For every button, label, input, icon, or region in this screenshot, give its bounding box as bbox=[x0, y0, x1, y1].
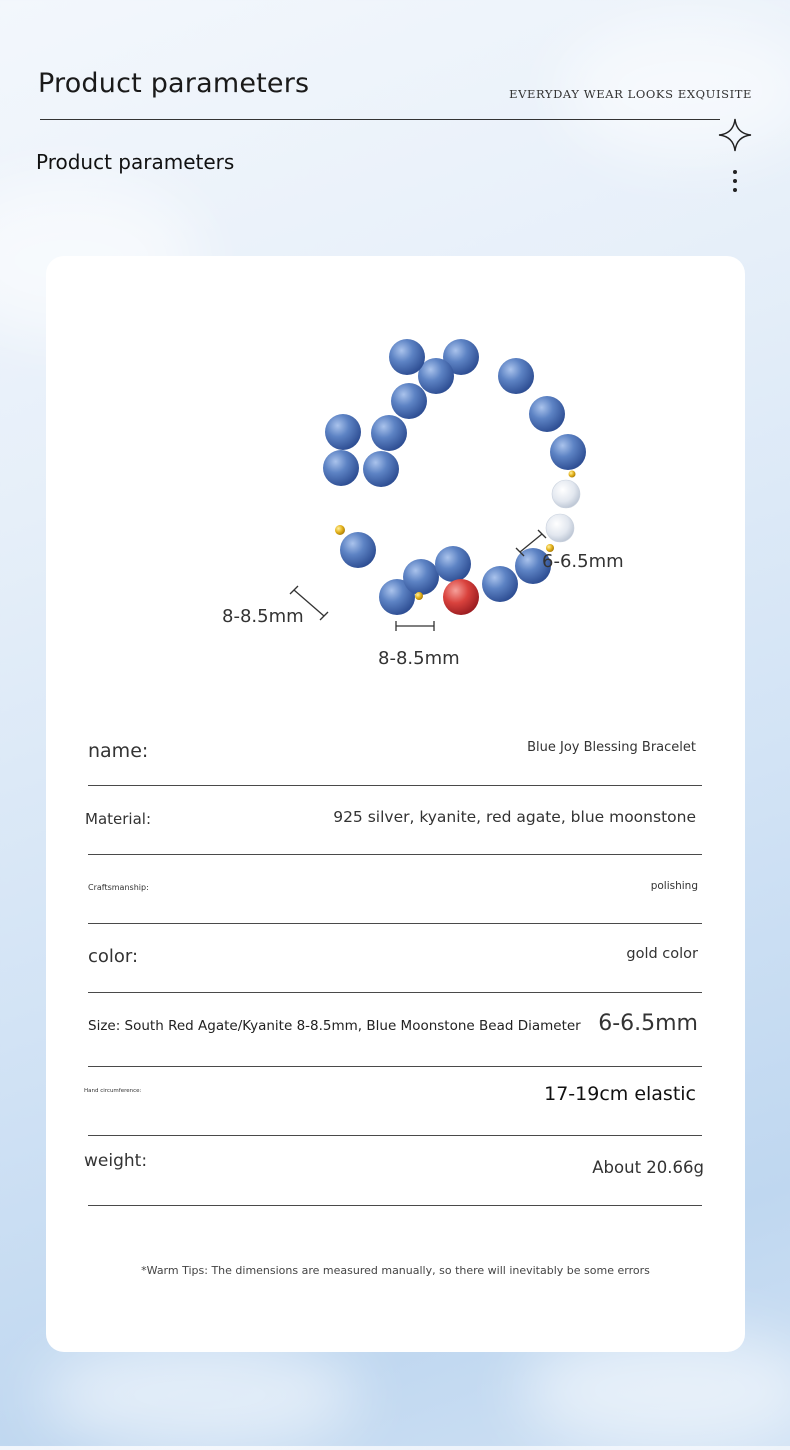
gold-spacer-bead bbox=[335, 525, 345, 535]
param-label: Size: South Red Agate/Kyanite 8-8.5mm, Blue Moonstone Bead Diameter bbox=[88, 1018, 581, 1034]
param-label: Material: bbox=[85, 810, 151, 828]
moonstone-bead bbox=[546, 514, 574, 542]
kyanite-bead bbox=[482, 566, 518, 602]
red-agate-bead bbox=[443, 579, 479, 615]
section-subtitle: Product parameters bbox=[36, 150, 235, 174]
bracelet-illustration bbox=[46, 256, 745, 696]
moonstone-bead-dimension: 6-6.5mm bbox=[542, 551, 624, 572]
kyanite-bead bbox=[550, 434, 586, 470]
param-row-color bbox=[88, 923, 702, 993]
param-label: Hand circumference: bbox=[84, 1088, 142, 1094]
kyanite-bead bbox=[363, 451, 399, 487]
kyanite-bead bbox=[529, 396, 565, 432]
param-value: polishing bbox=[650, 880, 698, 892]
center-bead-dimension: 8-8.5mm bbox=[378, 648, 460, 669]
param-value: gold color bbox=[626, 946, 698, 962]
param-value: 925 silver, kyanite, red agate, blue moonstone bbox=[333, 808, 696, 826]
param-row-size bbox=[88, 992, 702, 1067]
param-value: Blue Joy Blessing Bracelet bbox=[527, 740, 696, 755]
kyanite-bead bbox=[325, 414, 361, 450]
vertical-dots-icon bbox=[733, 170, 739, 197]
kyanite-bead bbox=[371, 415, 407, 451]
kyanite-bead bbox=[498, 358, 534, 394]
moonstone-bead bbox=[552, 480, 580, 508]
kyanite-bead bbox=[389, 339, 425, 375]
param-row-craftsmanship bbox=[88, 854, 702, 924]
param-row-weight bbox=[84, 1135, 704, 1206]
page-title: Product parameters bbox=[38, 68, 310, 99]
kyanite-bead bbox=[391, 383, 427, 419]
param-label: Craftsmanship: bbox=[88, 883, 149, 892]
kyanite-bead bbox=[403, 559, 439, 595]
kyanite-bead bbox=[435, 546, 471, 582]
parameters-card bbox=[46, 256, 745, 1352]
kyanite-bead bbox=[323, 450, 359, 486]
param-value: About 20.66g bbox=[592, 1158, 704, 1177]
param-label: color: bbox=[88, 946, 139, 967]
param-value: 6-6.5mm bbox=[598, 1011, 698, 1036]
kyanite-bead bbox=[340, 532, 376, 568]
param-row-hand-circumference bbox=[84, 1066, 702, 1136]
gold-spacer-bead bbox=[415, 592, 423, 600]
left-bead-dimension: 8-8.5mm bbox=[222, 606, 304, 627]
warm-tips-note: *Warm Tips: The dimensions are measured manually, so there will inevitably be some errors bbox=[141, 1264, 650, 1277]
param-value: 17-19cm elastic bbox=[544, 1083, 696, 1105]
sparkle-icon bbox=[718, 118, 752, 152]
header-divider bbox=[40, 119, 720, 120]
param-row-name bbox=[88, 726, 702, 786]
header-tagline: EVERYDAY WEAR LOOKS EXQUISITE bbox=[509, 87, 752, 101]
param-label: weight: bbox=[84, 1151, 148, 1171]
param-row-material bbox=[85, 785, 702, 855]
gold-spacer-bead bbox=[569, 471, 576, 478]
param-label: name: bbox=[88, 740, 149, 762]
